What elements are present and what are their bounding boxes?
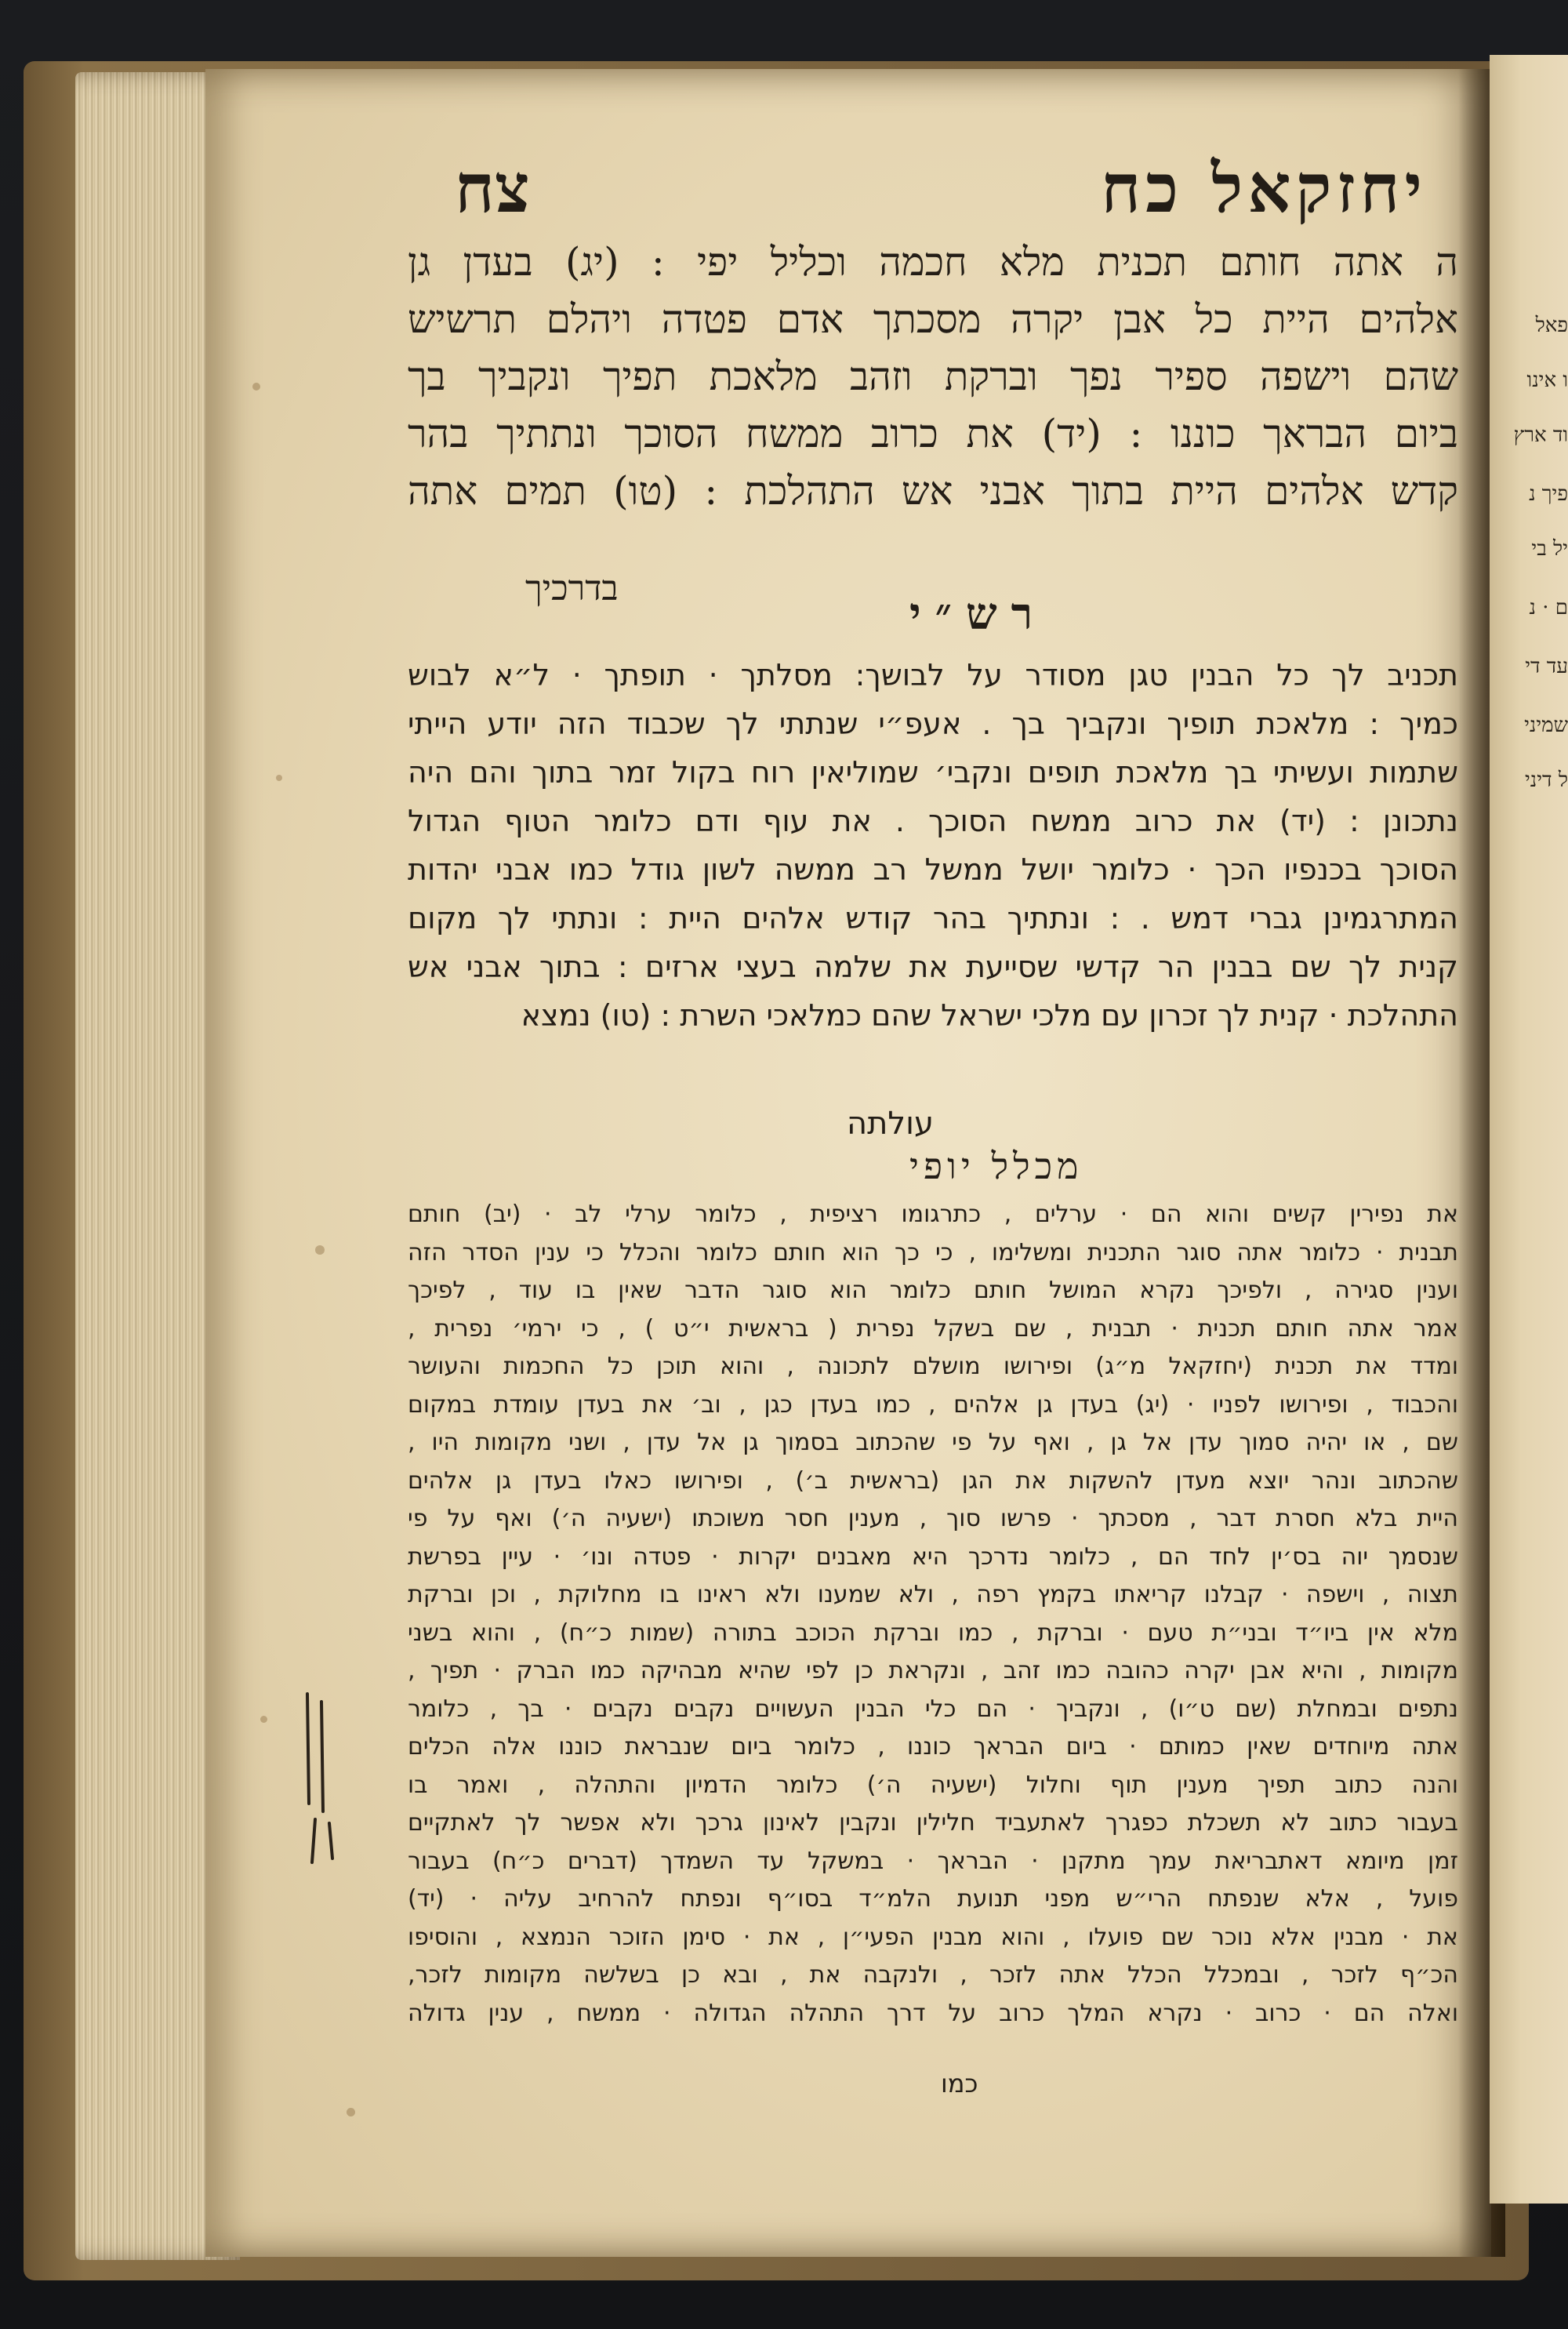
commentary-line: היית בלא חסרת דבר , מסכתך · פרשו סוך , מענין חסר משוכתו (ישעיה ה׳) ואף על פי [408, 1505, 1458, 1532]
bible-line: ביום הבראך כוננו : (יד) את כרוב ממשח הסוכך ונתתיך בהר [408, 411, 1458, 456]
facing-page-line: ם · נ [1529, 596, 1568, 619]
commentary-line: את נפירין קשים והוא הם · ערלים , כתרגומו רציפית , כלומר ערלי לב · (יב) חותם [408, 1201, 1458, 1228]
foxing-spot [260, 1716, 267, 1723]
commentary-line: ומדד את תכנית (יחזקאל מ״ג) ופירושו מושלם לתכונה , והוא תוכן כל החכמות והעושר [408, 1353, 1458, 1380]
handwritten-margin-mark [298, 1686, 345, 1866]
rashi-heading: רש״י [909, 588, 1047, 640]
facing-page-line: ו אינו [1526, 369, 1568, 392]
commentary-line: והנה כתוב תפיך מענין תוף וחלול (ישעיה ה׳) כלומר הדמיון והתהלה , ואמר בו [408, 1771, 1458, 1799]
rashi-line: שתמות ועשיתי בך מלאכת תופים ונקבי׳ שמוליאין רוח בקול זמר בתוך והם היה [408, 755, 1458, 790]
bible-text [408, 234, 1458, 520]
rashi-commentary [408, 651, 1458, 1040]
facing-page-line: יל בי [1531, 537, 1568, 561]
rashi-line: קנית לך שם בבנין הר קדשי שסייעת את שלמה בעצי ארזים : בתוך אבני אש [408, 950, 1458, 984]
foxing-spot [347, 2108, 355, 2116]
commentary-line: מקומות , והיא אבן יקרה כהובה כמו זהב , ונקראת כן לפי שהיא מבהיקה כמו הברק · תפיך , [408, 1657, 1458, 1684]
commentary-line: זמן מיומא דאתבריאת עמך מתקנן · הבראך · במשקל עד השמדך (דברים כ״ח) בעבור [408, 1847, 1458, 1875]
facing-page-line: וד ארץ [1513, 423, 1568, 447]
foxing-spot [315, 1245, 325, 1255]
commentary-line: את · מבנין אלא נוכר שם פועלו , והוא מבנין הפעי״ן , את · סימן הזוכר הנמצא , והוסיפו [408, 1923, 1458, 1951]
bible-line: ה אתה חותם תכנית מלא חכמה וכליל יפי : (יג) בעדן גן [408, 239, 1458, 285]
commentary-line: נתפים ובמחלת (שם ט״ו) , ונקביך · הם כלי הבנין העשויים נקבים נקבים · בך , כלומר [408, 1695, 1458, 1723]
commentary-line: בעבור כתוב לא תשכלת כפגרך לאתעביד חלילין ונקבין לאינון גרכך ולא אפשר לך לאתקיים [408, 1809, 1458, 1837]
facing-page-line: פיך נ [1529, 482, 1568, 506]
rashi-catchword: עולתה [847, 1106, 935, 1142]
bible-line: שהם וישפה ספיר נפך וברקת וזהב מלאכת תפיך ונקביך בך [408, 354, 1458, 399]
commentary-line: שנסמך יוה בס׳ין לחד הם , כלומר נדרכך היא מאבנים יקרות · פטדה ונו׳ · עיין בפרשת [408, 1542, 1458, 1571]
facing-page-line: שמיני [1524, 714, 1568, 737]
commentary-line: שם , או יהיה סמוך עדן אל גן , ואף על פי שהכתוב בסמוך גן אל עדן , ושני מקומות היו , [408, 1429, 1458, 1456]
commentary-line: שהכתוב ונהר יוצא מעדן להשקות את הגן (בראשית ב׳) , ופירושו כאלו בעדן גן אלהים [408, 1466, 1458, 1495]
commentary-line: והכבוד , ופירושו לפניו · (יג) בעדן גן אלהים , כמו בעדן כגן , וב׳ את בעדן עומדת במקום [408, 1390, 1458, 1419]
facing-page [1490, 55, 1568, 2204]
foxing-spot [252, 383, 260, 391]
commentary-line: הכ״ף לזכר , ובמכלל הכלל אתה לזכר , ולנקבה את , ובא כן בשלשה מקומות לזכר, [408, 1961, 1458, 1989]
bible-line: אלהים היית כל אבן יקרה מסכתך אדם פטדה ויהלם תרשיש [408, 296, 1458, 342]
bible-line: קדש אלהים היית בתוך אבני אש התהלכת : (טו) תמים אתה [408, 468, 1458, 514]
rashi-line: תכניב לך כל הבנין טגן מסודר על לבושך: מסלתך · תופתך · ל״א לבוש [408, 658, 1458, 692]
book-title: יחזקאל כח [1101, 149, 1427, 228]
rashi-line: נתכונן : (יד) את כרוב ממשח הסוכך . את עוף ודם כלומר הטוף הגדול [408, 804, 1458, 838]
facing-page-line: עד די [1525, 655, 1568, 678]
commentary-line: וענין סגירה , ולפיכך נקרא המושל חותם כלומר הוא סוגר הדבר שאין בו עוד , לפיכך [408, 1277, 1458, 1304]
commentary-catchword: כמו [941, 2069, 978, 2098]
commentary-line: ואלה הם · כרוב · נקרא המלך כרוב על דרך התהלה הגדולה · ממשח , ענין גדולה [408, 1999, 1458, 2027]
commentary-line: מלא אין ביו״ד ובני״ת טעם · וברקת , כמו וברקת הכוכב בתורה (שמות כ״ח) , והוא בשני [408, 1619, 1458, 1647]
commentary-line: תבנית · כלומר אתה סוגר התכנית ומשלימו , כי כך הוא חותם כלומר והכלל כי ענין הסדר הזה [408, 1238, 1458, 1266]
michlal-yofi-commentary [408, 1196, 1458, 2033]
rashi-line: כמיך : מלאכת תופיך ונקביך בך . אעפ״י שנתתי לך שכבוד הזה יודע הייתי [408, 707, 1458, 741]
facing-page-line: פאל [1535, 314, 1568, 337]
commentary-line: אתה מיוחדים שאין כמותם · ביום הבראך כוננו , כלומר ביום שנבראת כוננו אלה הכלים [408, 1733, 1458, 1760]
commentary-heading: מכלל יופי [909, 1145, 1083, 1187]
rashi-line: הסוכך בכנפיו הכך · כלומר יושל ממשל רב ממשה לשון גודל כמו אבני יהדות [408, 852, 1458, 887]
page-text-block [408, 149, 1458, 2098]
bible-catchword: בדרכיך [525, 569, 619, 609]
running-header [408, 149, 1458, 235]
page-number: צח [455, 149, 530, 228]
commentary-line: אמר אתה חותם תכנית · תבנית , שם בשקל נפרית ( בראשית י״ט ) , כי ירמי׳ נפרית , [408, 1314, 1458, 1343]
rashi-line: התהלכת · קנית לך זכרון עם מלכי ישראל שהם כמלאכי השרת : (טו) נמצא [521, 998, 1458, 1033]
facing-page-line: ל דיני [1524, 768, 1568, 792]
commentary-line: תצוה , וישפה · קבלנו קריאתו בקמץ רפה , ולא שמענו ולא ראינו בו מחלוקת , וכן וברקת [408, 1581, 1458, 1608]
commentary-line: פועל , אלא שנפתח הרי״ש מפני תנועת הלמ״ד בסו״ף ונפתח להרחיב עליה · (יד) [408, 1885, 1458, 1913]
foxing-spot [276, 775, 282, 781]
rashi-line: המתרגמינן גברי דמש . : ונתתיך בהר קודש אלהים היית : ונתתי לך מקום [408, 901, 1458, 936]
